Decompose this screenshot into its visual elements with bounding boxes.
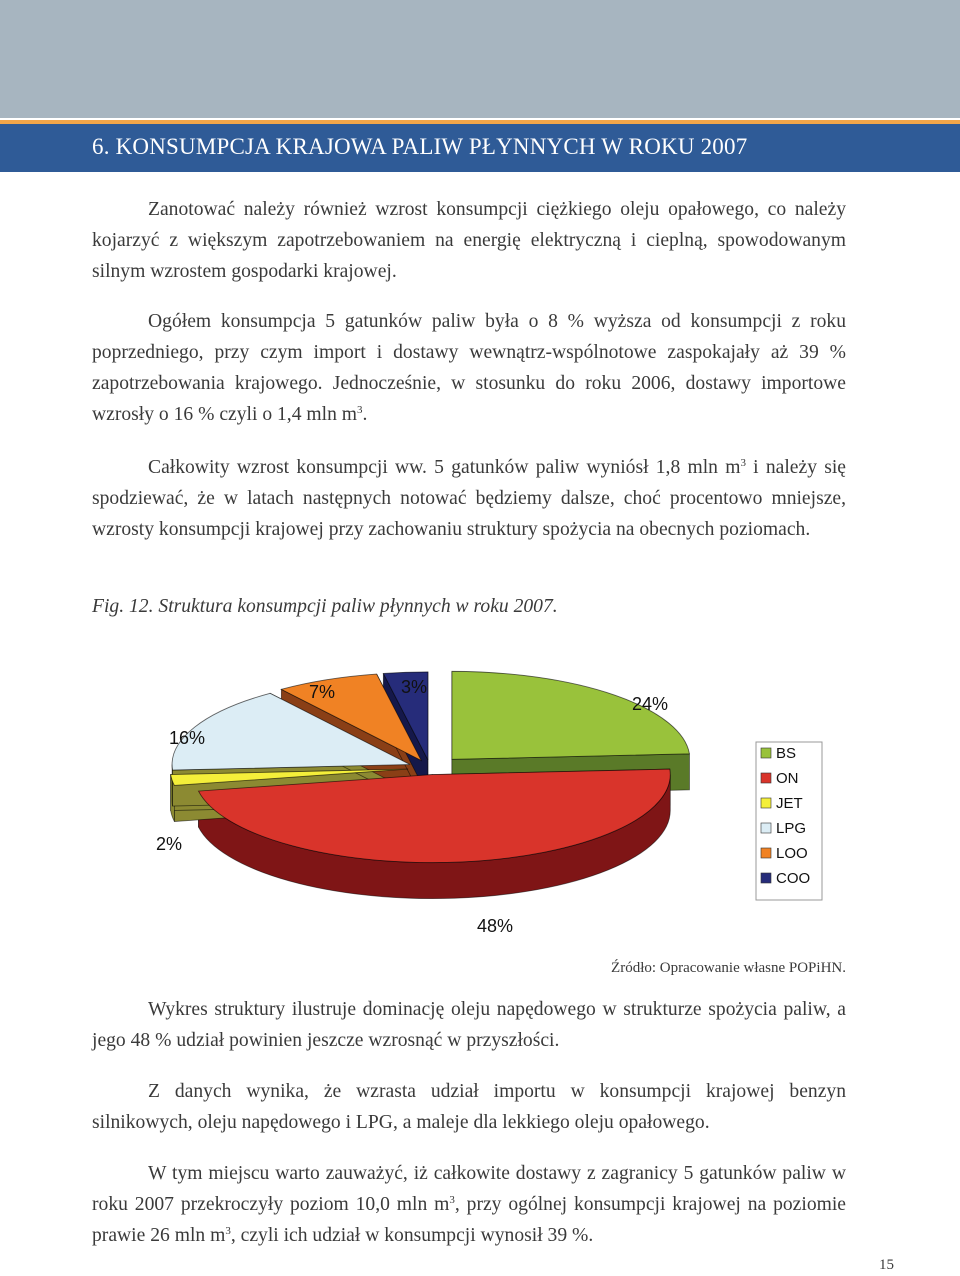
pie-label-LPG: 16% <box>168 728 206 748</box>
legend-label-ON: ON <box>776 770 799 787</box>
legend-label-JET: JET <box>776 795 803 812</box>
chart-legend <box>756 742 822 900</box>
legend-swatch-ON <box>761 773 771 783</box>
legend-swatch-LOO <box>761 848 771 858</box>
pie-label-LOO: 7% <box>308 682 336 702</box>
page-number: 15 <box>879 1257 894 1273</box>
legend-label-LPG: LPG <box>776 820 807 837</box>
legend-swatch-JET <box>761 798 771 808</box>
paragraph-6: W tym miejscu warto zauważyć, iż całkowite dostawy z zagranicy 5 gatunków paliw w roku 2007 przekroczyły poziom 10,0 mln $m^3$, przy ogólnej konsumpcji krajowej na poziomie prawie 26 mln $m^3$, czyli ich udział w konsumpcji wynosił 39 %. <box>92 1163 846 1246</box>
top-decorative-band <box>0 0 960 118</box>
section-title: 6. KONSUMPCJA KRAJOWA PALIW PŁYNNYCH W ROKU 2007 <box>92 134 748 159</box>
legend-swatch-BS <box>761 748 771 758</box>
paragraph-2: Ogółem konsumpcja 5 gatunków paliw była o 8 % wyższa od konsumpcji z roku poprzedniego, przy czym import i dostawy wewnątrz-wspólnotowe zaspokajały aż 39 % zapotrzebowania krajowego. Jednocześnie, w stosunku do roku 2006, dostawy importowe wzrosły o 16 % czyli o 1,4 mln $m^3$. <box>92 311 846 425</box>
pie-slice-BS <box>452 671 690 759</box>
legend-swatch-COO <box>761 873 771 883</box>
section-header-bar <box>0 120 960 172</box>
pie-label-JET: 2% <box>155 834 183 854</box>
figure-source: Źródło: Opracowanie własne POPiHN. <box>611 960 846 976</box>
pie-label-ON: 48% <box>476 916 514 936</box>
legend-label-LOO: LOO <box>776 845 808 862</box>
figure-caption: Fig. 12. Struktura konsumpcji paliw płynnych w roku 2007. <box>92 596 558 617</box>
paragraph-1: Zanotować należy również wzrost konsumpcji ciężkiego oleju opałowego, co należy kojarzyć z większym zapotrzebowaniem na energię elektryczną i cieplną, spowodowanym silnym wzrostem gospodarki krajowej. <box>92 199 846 282</box>
legend-label-COO: COO <box>776 870 811 887</box>
legend-label-BS: BS <box>776 745 797 762</box>
paragraph-3: Całkowity wzrost konsumpcji ww. 5 gatunków paliw wyniósł 1,8 mln $m^3$ i należy się spodziewać, że w latach następnych notować będziemy dalsze, choć procentowo mniejsze, wzrosty konsumpcji krajowej przy zachowaniu struktury spożycia na obecnych poziomach. <box>92 457 846 540</box>
paragraph-5: Z danych wynika, że wzrasta udział importu w konsumpcji krajowej benzyn silnikowych, oleju napędowego i LPG, a maleje dla lekkiego oleju opałowego. <box>92 1081 846 1133</box>
paragraph-4: Wykres struktury ilustruje dominację oleju napędowego w strukturze spożycia paliw, a jego 48 % udział powinien jeszcze wzrosnąć w przyszłości. <box>92 999 846 1051</box>
pie-label-BS: 24% <box>631 694 669 714</box>
pie-label-COO: 3% <box>400 677 428 697</box>
legend-swatch-LPG <box>761 823 771 833</box>
pie-chart <box>120 660 840 950</box>
